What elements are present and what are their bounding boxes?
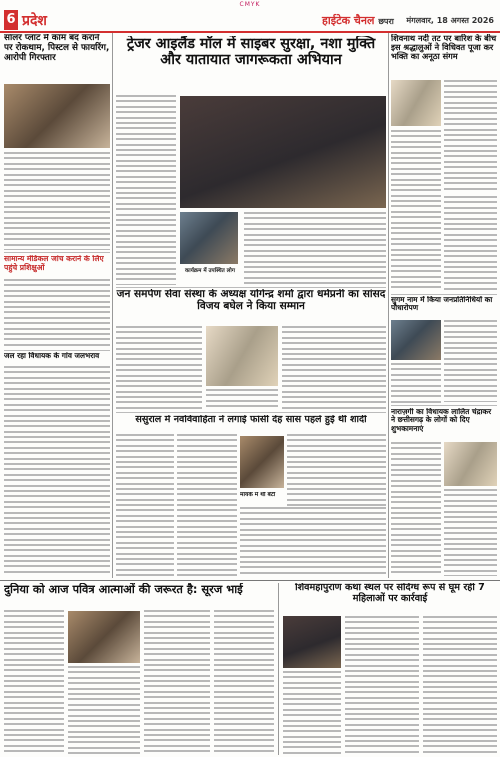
story-left-mid2 (4, 352, 110, 364)
news-photo (444, 442, 497, 486)
article-text (214, 610, 274, 754)
headline: शिवमहापुराण कथा स्थल पर संदिग्ध रूप से घूम रही 7 महिलाओं पर कार्रवाई (295, 583, 485, 604)
article-text (116, 326, 202, 410)
news-photo (391, 320, 441, 360)
section-name: प्रदेश (22, 13, 47, 29)
divider (4, 350, 110, 351)
article-text (206, 389, 278, 411)
article-text (345, 616, 419, 754)
article-text (283, 671, 341, 754)
headline: जल रहा विधायक के गांव जलभराव (4, 352, 100, 360)
photo-caption: कार्यक्रम में उपस्थित लोग (185, 268, 235, 274)
page-number: 6 (4, 10, 18, 30)
article-text (4, 279, 110, 347)
article-text (423, 616, 497, 754)
divider (116, 412, 386, 413)
divider (391, 294, 497, 295)
headline: सुगम नाम में किया जनप्रतिनिधियों का पौधारोपण (391, 296, 493, 313)
news-photo (206, 326, 278, 386)
story-center-low (116, 415, 386, 431)
issue-date: मंगलवार, 18 अगस्त 2026 (406, 16, 494, 25)
story-left-mid1 (4, 255, 110, 277)
story-left-top (4, 34, 110, 82)
inset-photo (180, 212, 238, 264)
article-text (444, 320, 497, 402)
story-bottom-left (4, 583, 274, 607)
callout (240, 492, 284, 504)
article-text (4, 610, 64, 754)
column-divider (112, 33, 113, 578)
news-photo (68, 611, 140, 663)
divider (116, 287, 386, 288)
headline: ट्रेजर आइलैंड मॉल में साइबर सुरक्षा, नशा मुक्ति और यातायात जागरूकता अभियान (126, 36, 376, 69)
headline: जन समर्पण सेवा संस्था के अध्यक्ष योगेन्द्र शर्मा द्वारा धर्मप्रनी का सांसद विजय बघेल ने किया सम्मान (116, 289, 386, 312)
divider (391, 405, 497, 406)
article-text (391, 130, 441, 292)
story-center-mid (116, 289, 386, 323)
news-photo (4, 84, 110, 148)
article-text (240, 507, 386, 576)
article-text (244, 212, 386, 285)
headline: दुनिया को आज पवित्र आत्माओं की जरूरत है: सूरज भाई (4, 583, 243, 596)
story-bottom-right (283, 583, 497, 613)
paper-name: हाईटेक चैनल छपरा (322, 14, 394, 27)
article-text (144, 610, 210, 754)
news-photo (283, 616, 341, 668)
headline: शिवनाथ नदी तट पर बारिश के बीच इस श्रद्धालुओं ने विधिवत पूजा कर भक्ति का अनूठा संगम (391, 34, 497, 62)
headline: ससुराल में नवविवाहिता ने लगाई फांसी देह सास पहले हुई थी शादी (135, 415, 367, 425)
article-text (444, 489, 497, 576)
article-text (287, 434, 386, 506)
print-registration-label: CMYK (239, 1, 261, 8)
headline: नाराज़गी का विधायक लालित चंद्राकर ने छत्तीसगढ़ के लोगों को दिए शुभकामनाएं (391, 408, 492, 433)
portrait-photo (240, 436, 284, 488)
story-right-top (391, 34, 497, 78)
article-text (68, 666, 140, 754)
article-text (4, 366, 110, 576)
divider (4, 252, 110, 253)
article-text (116, 434, 174, 576)
story-main (116, 36, 386, 92)
article-text (116, 95, 176, 285)
headline: सामान्य मेडिकल जांच कराने के लिए पहुंचे प्रशिक्षुओं (4, 255, 104, 272)
article-text (444, 196, 497, 292)
article-text (391, 442, 441, 576)
article-text (444, 80, 497, 192)
column-divider (388, 33, 389, 578)
story-right-low (391, 408, 497, 440)
masthead (0, 9, 500, 33)
article-text (282, 326, 386, 410)
callout-text: मायके में थी बेटी (240, 492, 276, 498)
article-text (391, 363, 441, 403)
section-divider (0, 580, 500, 581)
headline: सॉलर प्लांट में काम बंद कराने पर रोकथाम, पिस्टल से फायरिंग, आरोपी गिरफ्तार (4, 34, 110, 63)
article-text (4, 152, 110, 250)
news-photo (391, 80, 441, 126)
article-text (177, 434, 237, 576)
main-photo (180, 96, 386, 208)
column-divider (278, 583, 279, 755)
story-right-mid (391, 296, 497, 318)
